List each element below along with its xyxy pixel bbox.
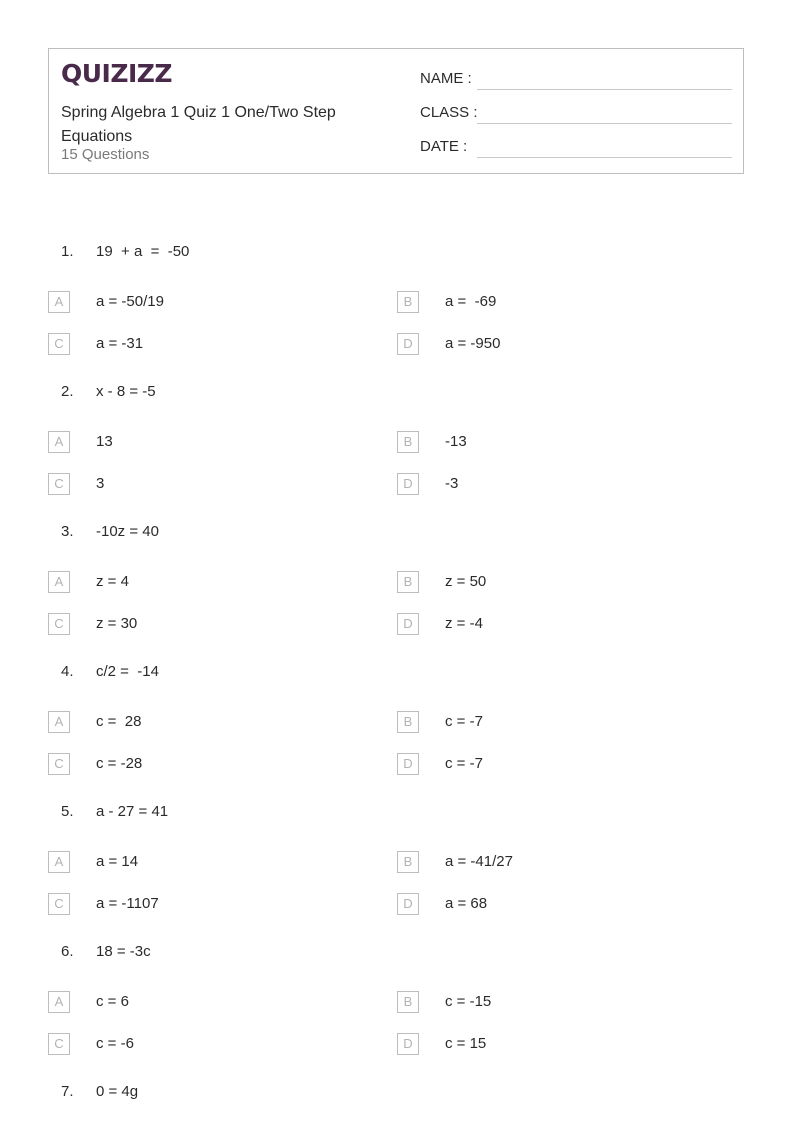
question-text: a - 27 = 41 xyxy=(96,803,169,820)
question-text: -10z = 40 xyxy=(96,523,159,540)
question-number: 4. xyxy=(61,663,74,680)
answer-option[interactable] xyxy=(48,1033,348,1057)
option-letter-box[interactable]: A xyxy=(48,991,70,1013)
option-letter-box[interactable]: D xyxy=(397,893,419,915)
answer-option[interactable] xyxy=(397,711,697,735)
option-letter-box[interactable]: C xyxy=(48,333,70,355)
answer-option[interactable] xyxy=(397,571,697,595)
question-number: 2. xyxy=(61,383,74,400)
option-text: a = -50/19 xyxy=(96,293,164,310)
option-text: z = -4 xyxy=(445,615,483,632)
option-letter-box[interactable]: A xyxy=(48,851,70,873)
option-text: c = 6 xyxy=(96,993,129,1010)
option-letter-box[interactable]: C xyxy=(48,473,70,495)
question-text: 18 = -3c xyxy=(96,943,151,960)
question-number: 6. xyxy=(61,943,74,960)
option-text: a = 14 xyxy=(96,853,139,870)
option-text: c = -6 xyxy=(96,1035,134,1052)
option-text: -3 xyxy=(445,475,459,492)
answer-option[interactable] xyxy=(397,1033,697,1057)
worksheet-header xyxy=(48,48,744,174)
class-line[interactable] xyxy=(477,123,732,124)
answer-option[interactable] xyxy=(397,613,697,637)
answer-option[interactable] xyxy=(397,473,697,497)
question-number: 7. xyxy=(61,1083,74,1100)
option-text: 3 xyxy=(96,475,105,492)
answer-option[interactable] xyxy=(48,991,348,1015)
answer-option[interactable] xyxy=(48,753,348,777)
option-letter-box[interactable]: D xyxy=(397,1033,419,1055)
option-text: c = 15 xyxy=(445,1035,487,1052)
name-field[interactable] xyxy=(420,66,732,90)
answer-option[interactable] xyxy=(397,333,697,357)
option-letter-box[interactable]: B xyxy=(397,431,419,453)
answer-option[interactable] xyxy=(48,333,348,357)
option-letter-box[interactable]: C xyxy=(48,753,70,775)
option-text: 13 xyxy=(96,433,113,450)
option-text: a = -31 xyxy=(96,335,144,352)
class-label: CLASS : xyxy=(420,104,478,121)
date-line[interactable] xyxy=(477,157,732,158)
option-text: a = -950 xyxy=(445,335,501,352)
option-letter-box[interactable]: C xyxy=(48,1033,70,1055)
worksheet-title: Spring Algebra 1 Quiz 1 One/Two Step Equations xyxy=(61,104,336,145)
question-number: 1. xyxy=(61,243,74,260)
option-text: c = -7 xyxy=(445,713,483,730)
option-letter-box[interactable]: C xyxy=(48,893,70,915)
answer-option[interactable] xyxy=(397,991,697,1015)
option-letter-box[interactable]: B xyxy=(397,851,419,873)
option-letter-box[interactable]: B xyxy=(397,711,419,733)
answer-option[interactable] xyxy=(397,431,697,455)
question-count: 15 Questions xyxy=(61,146,150,163)
option-text: c = -7 xyxy=(445,755,483,772)
option-letter-box[interactable]: D xyxy=(397,333,419,355)
answer-option[interactable] xyxy=(48,291,348,315)
option-letter-box[interactable]: A xyxy=(48,431,70,453)
option-text: c = -28 xyxy=(96,755,143,772)
option-letter-box[interactable]: B xyxy=(397,291,419,313)
name-line[interactable] xyxy=(477,89,732,90)
answer-option[interactable] xyxy=(48,431,348,455)
answer-option[interactable] xyxy=(397,893,697,917)
option-text: -13 xyxy=(445,433,467,450)
option-text: a = 68 xyxy=(445,895,488,912)
answer-option[interactable] xyxy=(48,473,348,497)
option-letter-box[interactable]: D xyxy=(397,473,419,495)
option-text: a = -69 xyxy=(445,293,497,310)
answer-option[interactable] xyxy=(48,571,348,595)
option-text: z = 30 xyxy=(96,615,138,632)
option-text: c = -15 xyxy=(445,993,492,1010)
option-letter-box[interactable]: D xyxy=(397,753,419,775)
option-text: z = 4 xyxy=(96,573,129,590)
option-text: a = -41/27 xyxy=(445,853,513,870)
answer-option[interactable] xyxy=(48,851,348,875)
answer-option[interactable] xyxy=(397,753,697,777)
option-letter-box[interactable]: D xyxy=(397,613,419,635)
option-text: c = 28 xyxy=(96,713,142,730)
quizizz-logo: QUIZIZZ xyxy=(61,59,173,88)
question-text: 19 + a = -50 xyxy=(96,243,190,260)
answer-option[interactable] xyxy=(397,291,697,315)
question-number: 5. xyxy=(61,803,74,820)
question-text: c/2 = -14 xyxy=(96,663,159,680)
option-text: a = -1107 xyxy=(96,895,159,912)
option-letter-box[interactable]: A xyxy=(48,291,70,313)
answer-option[interactable] xyxy=(48,893,348,917)
option-letter-box[interactable]: C xyxy=(48,613,70,635)
date-label: DATE : xyxy=(420,138,468,155)
answer-option[interactable] xyxy=(397,851,697,875)
date-field[interactable] xyxy=(420,134,732,158)
answer-option[interactable] xyxy=(48,613,348,637)
answer-option[interactable] xyxy=(48,711,348,735)
class-field[interactable] xyxy=(420,100,732,124)
option-text: z = 50 xyxy=(445,573,487,590)
option-letter-box[interactable]: A xyxy=(48,711,70,733)
question-text: 0 = 4g xyxy=(96,1083,139,1100)
name-label: NAME : xyxy=(420,70,472,87)
option-letter-box[interactable]: B xyxy=(397,571,419,593)
option-letter-box[interactable]: B xyxy=(397,991,419,1013)
question-text: x - 8 = -5 xyxy=(96,383,156,400)
option-letter-box[interactable]: A xyxy=(48,571,70,593)
question-number: 3. xyxy=(61,523,74,540)
